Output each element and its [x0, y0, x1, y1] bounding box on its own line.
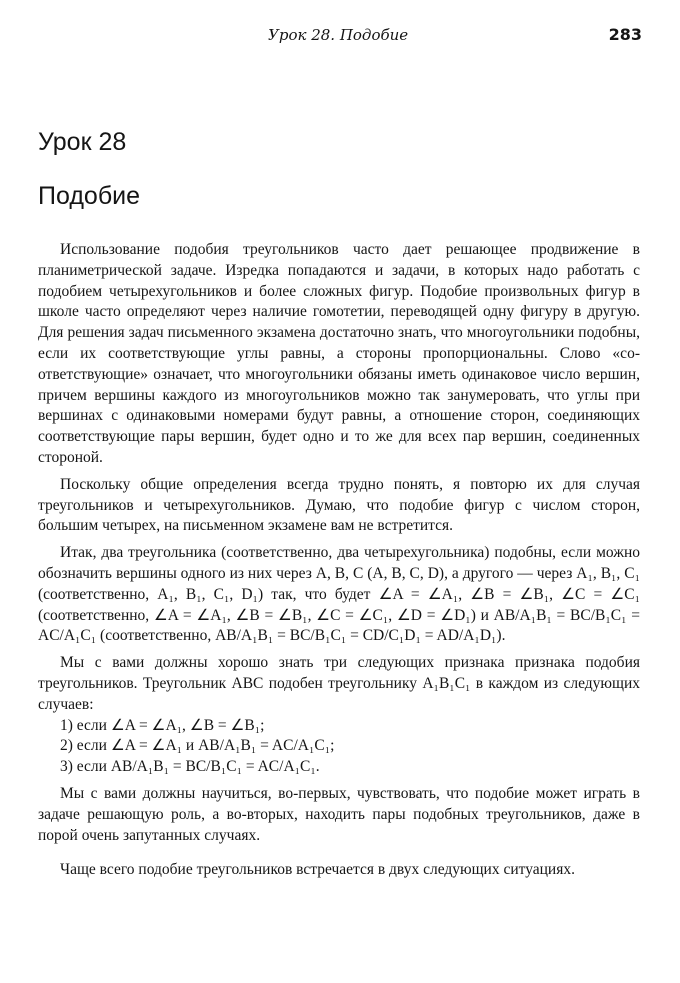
- paragraph: Итак, два треугольника (соответственно, два четырехугольника) подобны, если можно обозначить вершины одного из них через A, B, C (A, B, C, D), а другого — через A₁, B₁, C₁ (соответственно, A₁, B₁, C₁, D₁) так, что будет ∠A = ∠A₁, ∠B = ∠B₁, ∠C = ∠C₁ (соответственно, ∠A = ∠A₁, ∠B = ∠B₁, ∠C = ∠C₁, ∠D = ∠D₁) и AB/A₁B₁ = BC/B₁C₁ = AC/A₁C₁ (соответственно, AB/A₁B₁ = BC/B₁C₁ = CD/C₁D₁ = AD/A₁D₁).: [38, 544, 640, 645]
- body-text: [38, 240, 640, 881]
- page-number: 283: [608, 25, 642, 44]
- paragraph: Использование подобия треугольников часто дает решающее продвижение в планиметрической задаче. Изредка попадаются и задачи, в которых надо работать с подобием четырехугольников и более сложных фигур. Подобие произвольных фигур в школе часто определяют через наличие гомотетии, переводящей одну фигуру в другую. Для решения задач письменного экзамена достаточно знать, что многоугольники подобны, если их соответствующие углы равны, а стороны пропорциональны. Слово «соответствующие» означает, что многоугольники обязаны иметь одинаковое число вершин, причем вершины каждого из многоугольников можно так занумеровать, что углы при вершинах с одинаковыми номерами будут равны, а отношение сторон, соединяющих соответствующие пары вершин, будет одно и то же для всех пар вершин, соединенных стороной.: [38, 241, 640, 466]
- criterion-item: 3) если AB/A₁B₁ = BC/B₁C₁ = AC/A₁C₁.: [60, 758, 320, 776]
- paragraph: Мы с вами должны научиться, во-первых, чувствовать, что подобие может играть в задаче решающую роль, а во-вторых, находить пары подобных треугольников, даже в порой очень запутанных случаях.: [38, 784, 640, 844]
- lesson-label: Урок 28: [38, 128, 127, 156]
- paragraph: Поскольку общие определения всегда трудно понять, я повторю их для случая треугольников и четырехугольников. Думаю, что подобие фигур с числом сторон, большим четырех, на письменном экзамене вам не встретится.: [38, 475, 640, 535]
- criterion-item: 1) если ∠A = ∠A₁, ∠B = ∠B₁;: [60, 716, 265, 734]
- paragraph: Мы с вами должны хорошо знать три следующих признака признака подобия треугольников. Треугольник ABC подобен треугольнику A₁B₁C₁ в каждом из следующих случаев:: [38, 654, 640, 713]
- criterion-item: 2) если ∠A = ∠A₁ и AB/A₁B₁ = AC/A₁C₁;: [60, 737, 335, 755]
- running-head: Урок 28. Подобие: [268, 26, 409, 44]
- chapter-title: Подобие: [38, 182, 141, 210]
- paragraph: Чаще всего подобие треугольников встречается в двух следующих ситуациях.: [60, 861, 575, 879]
